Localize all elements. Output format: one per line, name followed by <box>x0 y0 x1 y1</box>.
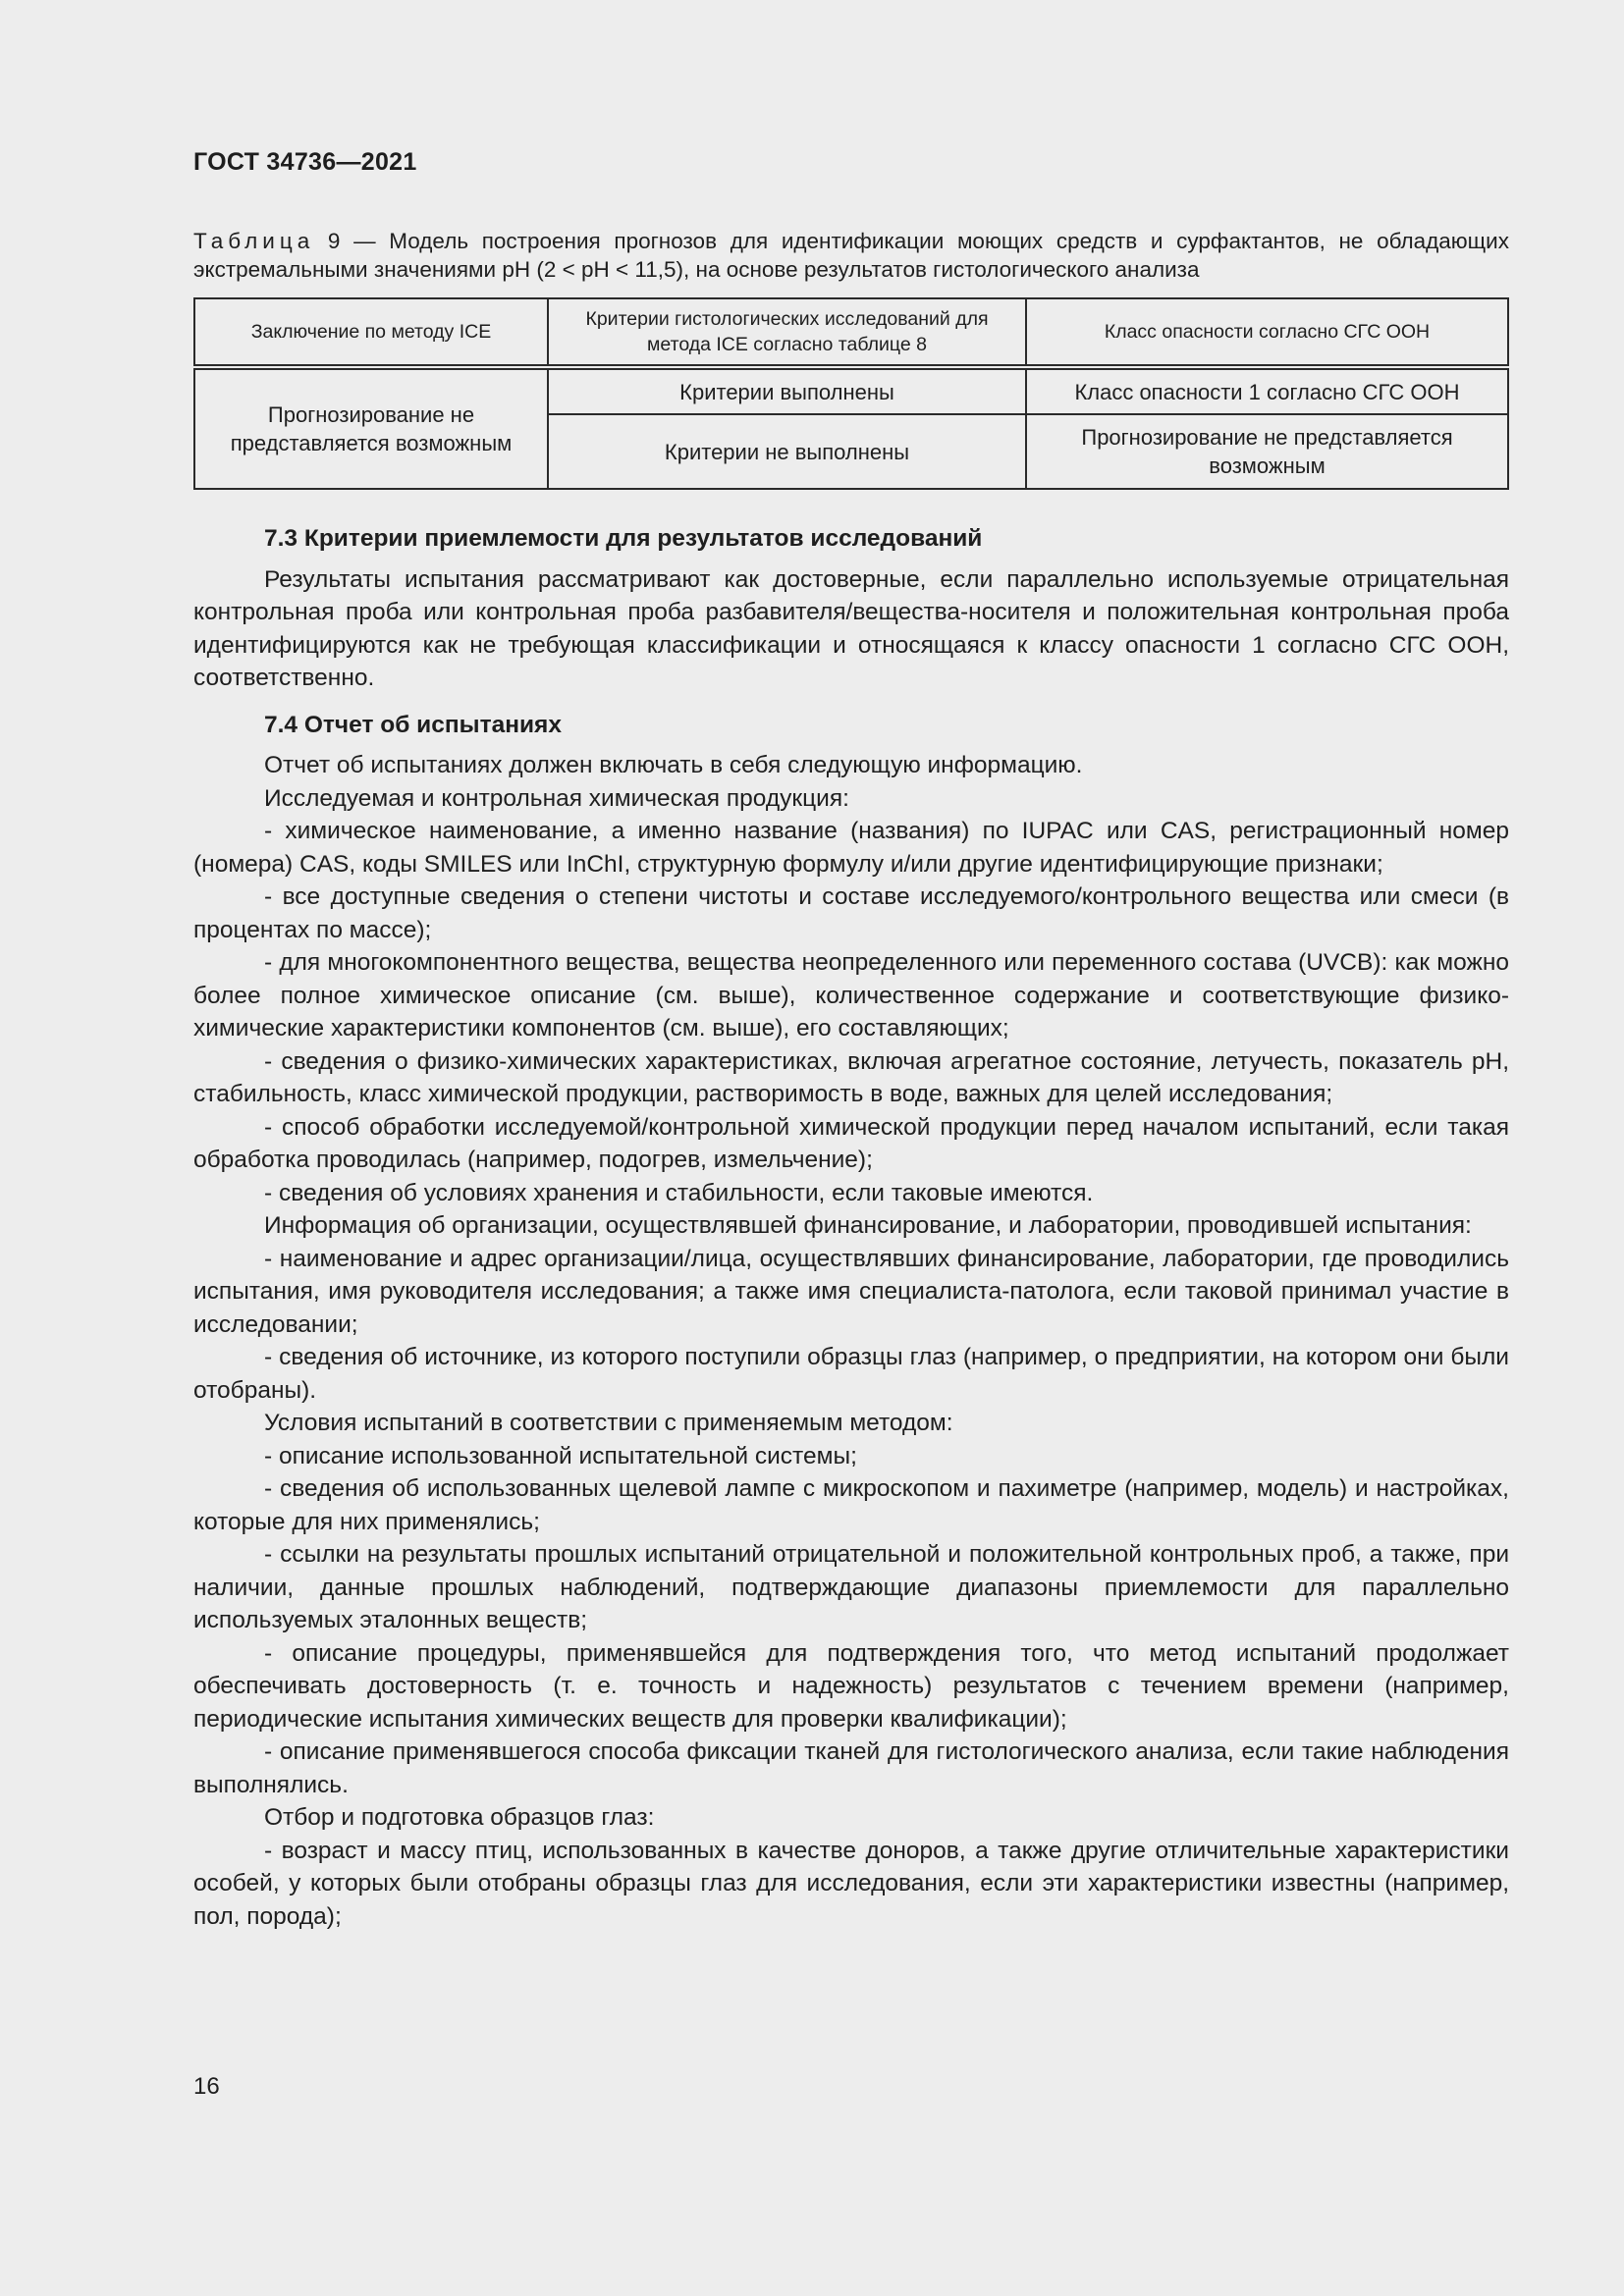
paragraph: - возраст и массу птиц, использованных в качестве доноров, а также другие отличительные характеристики особей, у которых были отобраны образцы глаз для исследования, если эти характеристики известны (например, пол, порода); <box>193 1837 1509 1930</box>
paragraph: - для многокомпонентного вещества, вещества неопределенного или переменного состава (UVCB): как можно более полное химическое описание (см. выше), количественное содержание и соответствующие физико-химические характеристики компонентов (см. выше), его составляющих; <box>193 949 1509 1041</box>
paragraph: Отчет об испытаниях должен включать в себя следующую информацию. <box>264 752 1083 778</box>
table-merged-cell: Прогнозирование не представляется возможным <box>194 367 548 489</box>
table-cell: Класс опасности 1 согласно СГС ООН <box>1026 367 1508 414</box>
table-caption-text: 9 — Модель построения прогнозов для идентификации моющих средств и сурфактантов, не обладающих экстремальными значениями pH (2 < pH < 11,5), на основе результатов гистологического анализа <box>193 229 1509 282</box>
table-row <box>194 367 1508 414</box>
section-7-4-content <box>193 749 1509 1933</box>
table-header-cell: Заключение по методу ICE <box>194 298 548 367</box>
paragraph: - описание использованной испытательной системы; <box>264 1442 857 1469</box>
table-header-row <box>194 298 1508 367</box>
paragraph: - ссылки на результаты прошлых испытаний отрицательной и положительной контрольных проб, а также, при наличии, данные прошлых наблюдений, подтверждающие диапазоны приемлемости для параллельно используемых эталонных веществ; <box>193 1541 1509 1633</box>
table-cell: Прогнозирование не представляется возможным <box>1026 414 1508 489</box>
table-caption-word: Таблица <box>193 229 315 253</box>
paragraph: Отбор и подготовка образцов глаз: <box>264 1804 655 1831</box>
table-header-cell: Критерии гистологических исследований для метода ICE согласно таблице 8 <box>548 298 1026 367</box>
paragraph: - сведения о физико-химических характеристиках, включая агрегатное состояние, летучесть, показатель pH, стабильность, класс химической продукции, растворимость в воде, важных для целей исследования; <box>193 1047 1509 1107</box>
paragraph: Исследуемая и контрольная химическая продукция: <box>264 784 849 812</box>
table-cell: Критерии не выполнены <box>548 414 1026 489</box>
paragraph: - сведения об использованных щелевой лампе с микроскопом и пахиметре (например, модель) и настройках, которые для них применялись; <box>193 1475 1509 1535</box>
page-number: 16 <box>193 2073 220 2100</box>
document-body <box>193 522 1509 1933</box>
table-cell: Критерии выполнены <box>548 367 1026 414</box>
paragraph: - описание применявшегося способа фиксации тканей для гистологического анализа, если такие наблюдения выполнялись. <box>193 1738 1509 1798</box>
paragraph: - наименование и адрес организации/лица, осуществлявших финансирование, лаборатории, где проводились испытания, имя руководителя исследования; а также имя специалиста-патолога, если таковой принимал участие в исследовании; <box>193 1245 1509 1338</box>
paragraph: Результаты испытания рассматривают как достоверные, если параллельно используемые отрицательная контрольная проба или контрольная проба разбавителя/вещества-носителя и положительная контрольная проба идентифицируются как не требующая классификации и относящаяся к классу опасности 1 согласно СГС ООН, соответственно. <box>193 565 1509 691</box>
paragraph: - описание процедуры, применявшейся для подтверждения того, что метод испытаний продолжает обеспечивать достоверность (т. е. точность и надежность) результатов с течением времени (например, периодические испытания химических веществ для проверки квалификации); <box>193 1639 1509 1733</box>
table-caption <box>193 227 1509 284</box>
section-heading: 7.4 Отчет об испытаниях <box>264 711 562 738</box>
document-code: ГОСТ 34736—2021 <box>193 148 417 176</box>
paragraph: - сведения об условиях хранения и стабильности, если таковые имеются. <box>264 1179 1094 1206</box>
paragraph: Информация об организации, осуществлявшей финансирование, и лаборатории, проводившей испытания: <box>264 1212 1472 1239</box>
paragraph: - способ обработки исследуемой/контрольной химической продукции перед началом испытаний, если такая обработка проводилась (например, подогрев, измельчение); <box>193 1113 1509 1173</box>
section-heading: 7.3 Критерии приемлемости для результатов исследований <box>264 525 983 552</box>
paragraph: - все доступные сведения о степени чистоты и составе исследуемого/контрольного вещества или смеси (в процентах по массе); <box>193 883 1509 943</box>
paragraph: - сведения об источнике, из которого поступили образцы глаз (например, о предприятии, на котором они были отобраны). <box>193 1344 1509 1404</box>
paragraph: Условия испытаний в соответствии с применяемым методом: <box>264 1410 953 1436</box>
table-9 <box>193 297 1509 490</box>
table-header-cell: Класс опасности согласно СГС ООН <box>1026 298 1508 367</box>
paragraph: - химическое наименование, а именно название (названия) по IUPAC или CAS, регистрационный номер (номера) CAS, коды SMILES или InChI, структурную формулу и/или другие идентифицирующие признаки; <box>193 818 1509 878</box>
